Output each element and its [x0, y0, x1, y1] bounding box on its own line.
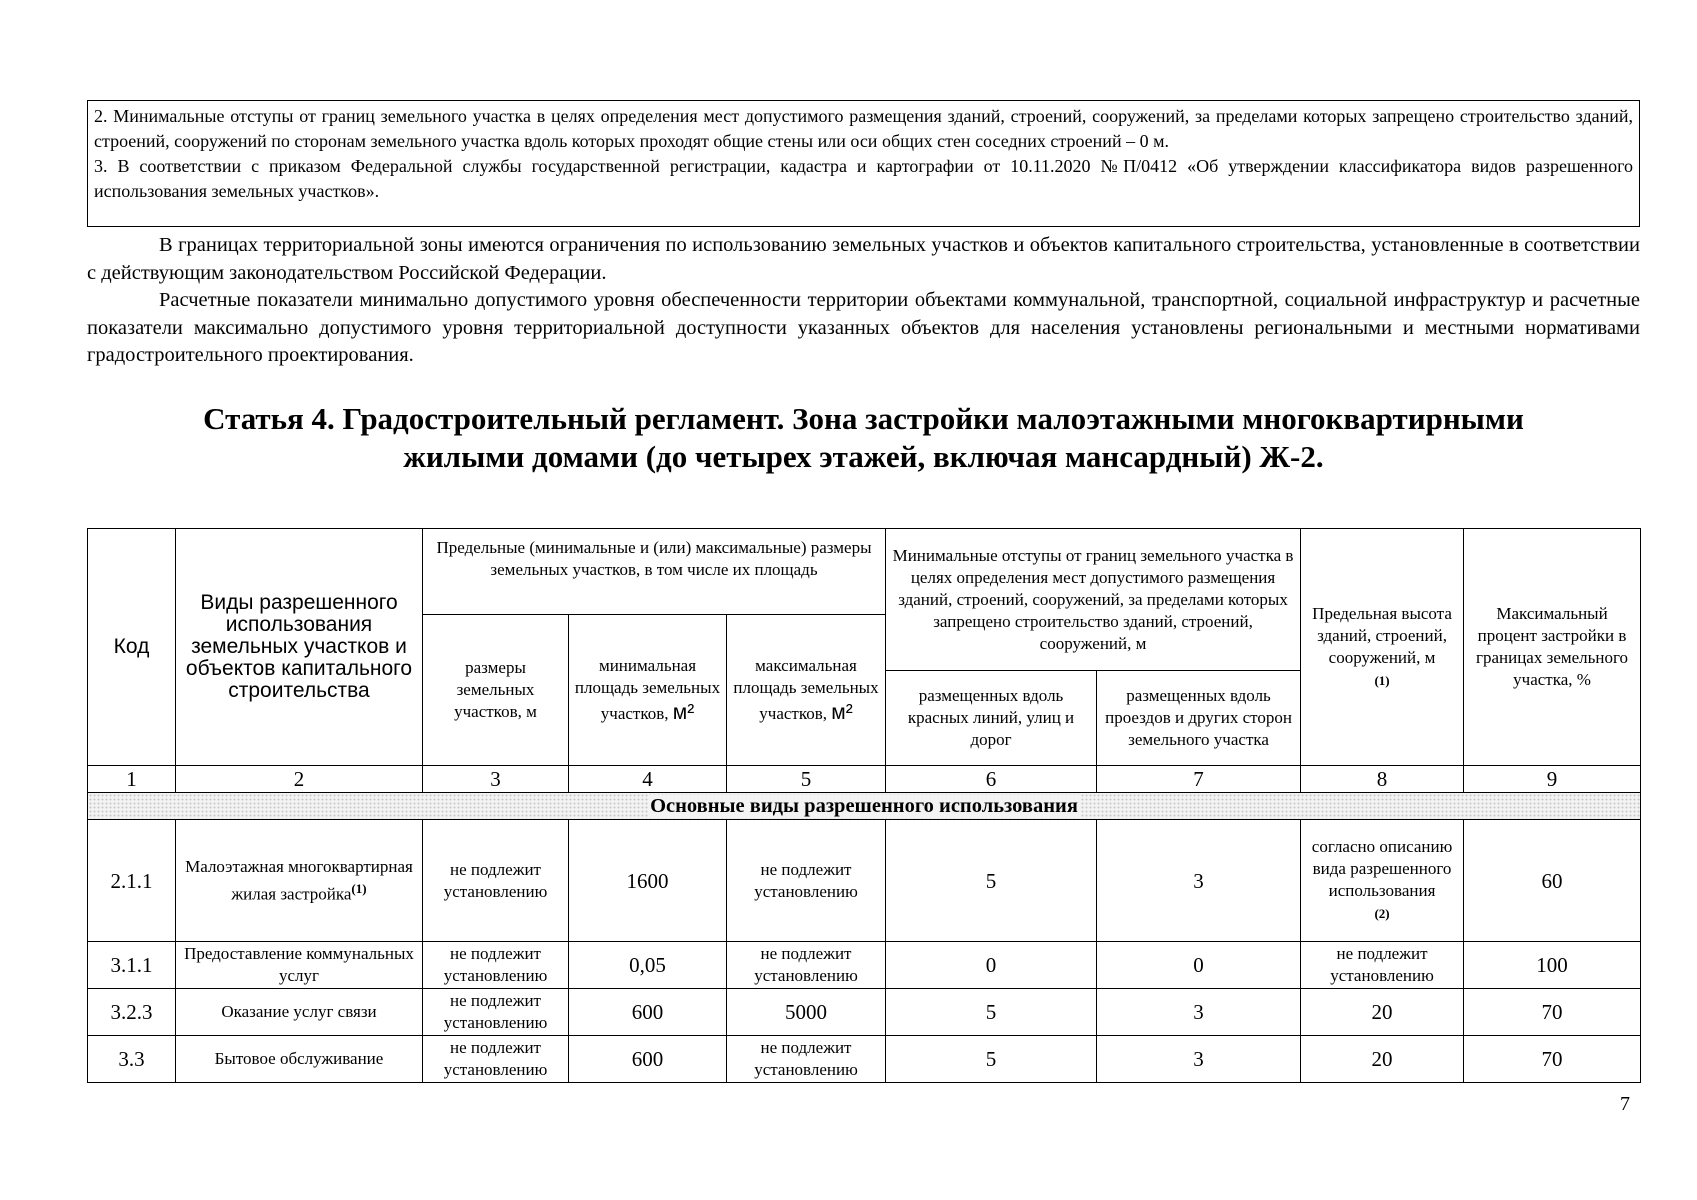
header-max-area-text: максимальная площадь земельных участков,: [733, 655, 879, 723]
row-min-area: 1600: [569, 820, 727, 942]
notes-box: [87, 100, 1640, 227]
article-title: [87, 400, 1640, 476]
row-min-area: 0,05: [569, 942, 727, 989]
row-height: 20: [1301, 1036, 1464, 1083]
note-item-2: 2. Минимальные отступы от границ земельного участка в целях определения мест допустимого размещения зданий, строений, сооружений, за пределами которых запрещено строительство зданий, строений, сооружений по сторонам земельного участка вдоль которых проходят общие стены или оси общих стен соседних строений – 0 м.: [94, 106, 1633, 151]
article-title-line-2: жилыми домами (до четырех этажей, включая мансардный) Ж-2.: [403, 439, 1324, 474]
column-number: 6: [886, 766, 1097, 793]
note-item-3: 3. В соответствии с приказом Федеральной службы государственной регистрации, кадастра и картографии от 10.11.2020 №П/0412 «Об утверждении классификатора видов разрешенного использования земельных участков».: [94, 156, 1633, 201]
section-title-cell: [88, 793, 1641, 820]
row-kind: Бытовое обслуживание: [176, 1036, 423, 1083]
row-code: 3.1.1: [88, 942, 176, 989]
header-setbacks-group: Минимальные отступы от границ земельного участка в целях определения мест допустимого размещения зданий, строений, сооружений, за пределами которых запрещено строительство зданий, строений, сооружений, м: [886, 529, 1301, 671]
section-title: Основные виды разрешенного использования: [650, 795, 1078, 817]
row-code: 3.2.3: [88, 989, 176, 1036]
regulation-table: [87, 528, 1641, 1083]
row-min-area: 600: [569, 989, 727, 1036]
row-height: 20: [1301, 989, 1464, 1036]
row-setback-red: 5: [886, 820, 1097, 942]
row-height-text: согласно описанию вида разрешенного использования: [1311, 837, 1453, 900]
header-coverage: Максимальный процент застройки в границах земельного участка, %: [1464, 529, 1641, 766]
row-kind-note: (1): [351, 880, 367, 896]
row-max-area: не подлежит установлению: [727, 942, 886, 989]
row-sizes: не подлежит установлению: [423, 820, 569, 942]
column-number: 5: [727, 766, 886, 793]
header-setback-red: размещенных вдоль красных линий, улиц и дорог: [886, 671, 1097, 766]
row-coverage: 60: [1464, 820, 1641, 942]
header-limits-group: Предельные (минимальные и (или) максимальные) размеры земельных участков, в том числе их площадь: [423, 529, 886, 615]
page-number: 7: [1620, 1093, 1630, 1115]
row-height: [1301, 820, 1464, 942]
header-min-area-text: минимальная площадь земельных участков,: [574, 655, 721, 723]
table-row: [88, 989, 1641, 1036]
row-setback-other: 0: [1097, 942, 1301, 989]
row-setback-other: 3: [1097, 820, 1301, 942]
row-kind-text: Малоэтажная многоквартирная жилая застройка: [185, 856, 413, 904]
header-setback-other: размещенных вдоль проездов и других сторон земельного участка: [1097, 671, 1301, 766]
table-row: [88, 942, 1641, 989]
header-min-area-unit: м²: [672, 700, 695, 724]
row-setback-other: 3: [1097, 989, 1301, 1036]
header-kinds: Виды разрешенного использования земельных участков и объектов капитального строительства: [176, 529, 423, 766]
row-setback-red: 0: [886, 942, 1097, 989]
section-row: [88, 793, 1641, 820]
row-max-area: не подлежит установлению: [727, 1036, 886, 1083]
row-sizes: не подлежит установлению: [423, 989, 569, 1036]
row-setback-red: 5: [886, 1036, 1097, 1083]
column-number: 9: [1464, 766, 1641, 793]
table-row: [88, 820, 1641, 942]
row-max-area: не подлежит установлению: [727, 820, 886, 942]
row-max-area: 5000: [727, 989, 886, 1036]
column-number: 4: [569, 766, 727, 793]
column-number-row: [88, 766, 1641, 793]
row-coverage: 100: [1464, 942, 1641, 989]
header-height: [1301, 529, 1464, 766]
header-min-area: [569, 615, 727, 766]
column-number: 8: [1301, 766, 1464, 793]
table-row: [88, 1036, 1641, 1083]
row-height: не подлежит установлению: [1301, 942, 1464, 989]
row-kind: Предоставление коммунальных услуг: [176, 942, 423, 989]
row-coverage: 70: [1464, 989, 1641, 1036]
article-title-line-1: Статья 4. Градостроительный регламент. Зона застройки малоэтажными многоквартирными: [203, 401, 1524, 436]
row-kind: Оказание услуг связи: [176, 989, 423, 1036]
row-code: 3.3: [88, 1036, 176, 1083]
row-code: 2.1.1: [88, 820, 176, 942]
row-height-note: (2): [1374, 906, 1390, 921]
column-number: 1: [88, 766, 176, 793]
header-max-area: [727, 615, 886, 766]
column-number: 7: [1097, 766, 1301, 793]
header-height-text: Предельная высота зданий, строений, сооружений, м: [1312, 603, 1452, 667]
header-max-area-unit: м²: [831, 700, 853, 724]
row-sizes: не подлежит установлению: [423, 942, 569, 989]
row-min-area: 600: [569, 1036, 727, 1083]
row-kind: [176, 820, 423, 942]
header-height-note: (1): [1374, 672, 1390, 688]
row-setback-red: 5: [886, 989, 1097, 1036]
column-number: 2: [176, 766, 423, 793]
standards-paragraph: Расчетные показатели минимально допустимого уровня обеспеченности территории объектами коммунальной, транспортной, социальной инфраструктур и расчетные показатели максимально допустимого уровня территориальной доступности указанных объектов для населения установлены региональными и местными нормативами градостроительного проектирования.: [87, 289, 1640, 366]
row-sizes: не подлежит установлению: [423, 1036, 569, 1083]
row-setback-other: 3: [1097, 1036, 1301, 1083]
row-coverage: 70: [1464, 1036, 1641, 1083]
header-sizes: размеры земельных участков, м: [423, 615, 569, 766]
column-number: 3: [423, 766, 569, 793]
header-row-1: [88, 529, 1641, 615]
restrictions-paragraph: В границах территориальной зоны имеются ограничения по использованию земельных участков и объектов капитального строительства, установленные в соответствии с действующим законодательством Российской Федерации.: [87, 234, 1640, 284]
header-code: Код: [88, 529, 176, 766]
